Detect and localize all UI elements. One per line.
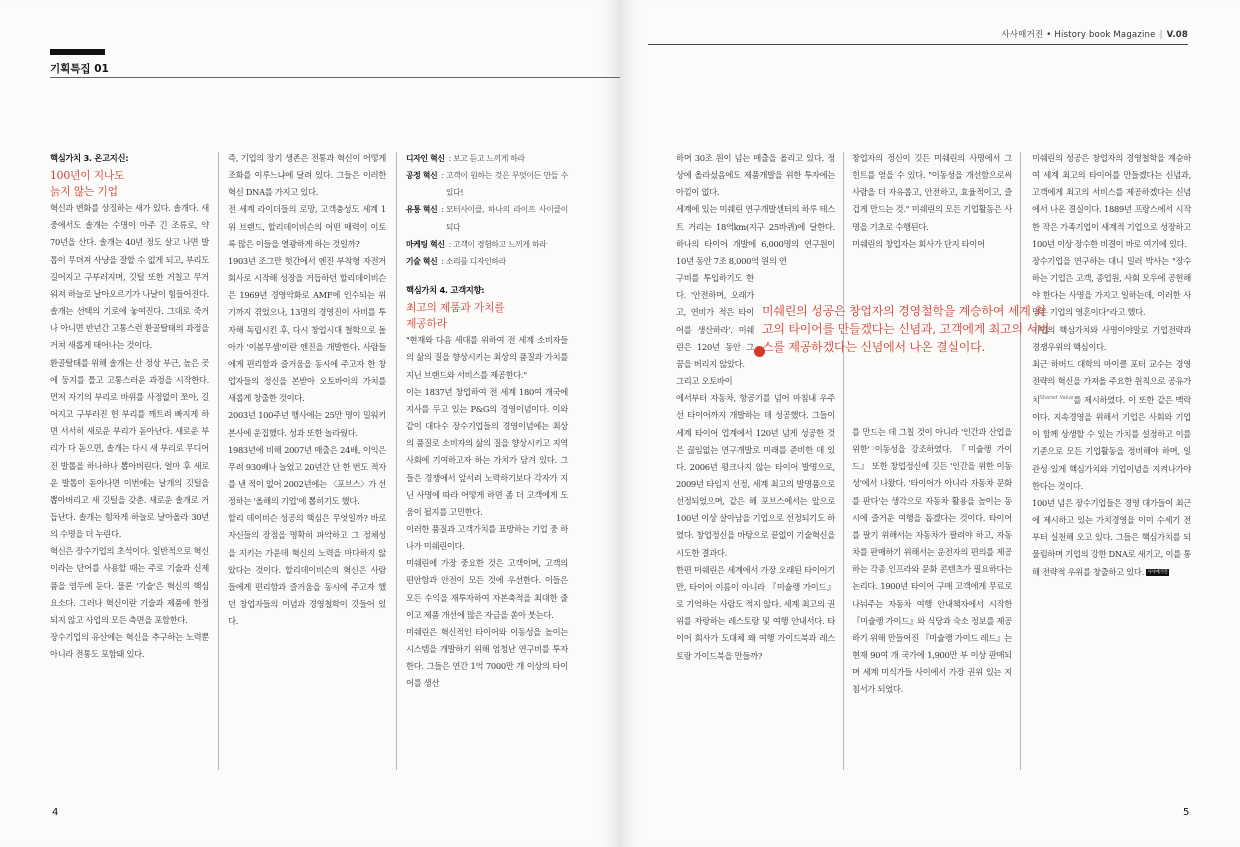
column-rule — [218, 152, 219, 770]
volume-number: V.08 — [1166, 30, 1188, 40]
innovation-list — [406, 150, 568, 270]
left-column-1 — [50, 150, 209, 663]
core-value-4-heading: 핵심가치 4. 고객지향: — [406, 285, 485, 296]
innovation-item: 공정 혁신 : 고객이 원하는 것은 무엇이든 만들 수 있다! — [406, 167, 568, 201]
innovation-item: 유통 혁신 : 모터사이클, 하나의 라이프 사이클이 되다 — [406, 201, 568, 235]
core-value-4-title: 최고의 제품과 가치를 제공하라 — [406, 301, 505, 330]
section-rule — [50, 77, 620, 78]
left-column-1-body: 혁신과 변화를 상징하는 새가 있다. 솔개다. 새 중에서도 솔개는 수명이 아주 긴 조류로, 약 70년을 산다. 솔개는 40년 정도 살고 나면 발톱이 무뎌져 사냥을 잘할 수 없게 되고, 부리도 길어지고 구부러지며, 깃털 또한 거칠고 무거워져 하늘로 날아오르기가 나날이 힘들어진다. 솔개는 선택의 기로에 놓여진다. 그대로 죽거나 아니면 반년간 고통스런 환골탈태의 과정을 거쳐 새롭게 태어나는 것이다. 환골탈태를 위해 솔개는 산 정상 부근, 높은 곳에 둥지를 틀고 고통스러운 과정을 시작한다. 먼저 자기의 부리로 바위를 사정없이 쪼아, 길어지고 구부러진 헌 부리를 깨트려 빠지게 하면 서서히 새로운 부리가 돋아난다. 새로운 부리가 다 돋으면, 솔개는 다시 새 부리로 무디어진 발톱을 하나하나 뽑아버린다. 얼마 후 새로운 발톱이 돋아나면 이번에는 날개의 깃털을 뽑아버리고 새 깃털을 갖춘. 새로운 솔개로 거듭난다. 솔개는 힘차게 하늘로 날아올라 30년의 수명을 더 누린다. 혁신은 장수기업의 초석이다. 일반적으로 혁신이라는 단어를 사용할 때는 주로 기술과 신제품을 염두에 둔다. 물론 '기술'은 혁신의 핵심요소다. 그러나 혁신이란 기술과 제품에 한정되지 않고 사업의 모든 측면을 포함한다. 장수기업의 유산에는 혁신을 추구하는 노력뿐 아니라 전통도 포함돼 있다. — [50, 203, 209, 660]
innovation-title: 기술 혁신 — [406, 256, 438, 266]
left-column-2 — [228, 150, 386, 630]
left-column-3-body: "현재와 다음 세대를 위하여 전 세계 소비자들의 삶의 질을 향상시키는 최상의 품질과 가치를 지닌 브랜드와 서비스를 제공한다." 이는 1837년 창업하여 전 세계 180여 개국에 지사를 두고 있는 P&G의 경영이념이다. 이와 같이 대다수 장수기업들의 경영이념에는 최상의 품질로 소비자의 삶의 질을 향상시키고 지역사회에 기여하고자 하는 가치가 담겨 있다. 그들은 경쟁에서 앞서려 노력하기보다 각자가 지닌 사명에 따라 어떻게 하면 좀 더 고객에게 도움이 될지를 고민한다. 이러한 품질과 고객가치를 표방하는 기업 중 하나가 미쉐린이다. 미쉐린에 가장 중요한 것은 고객이며, 고객의 편안함과 안전이 모든 것에 우선한다. 이들은 모든 수익을 재투자하여 자본축적을 최대한 줄이고 제품 개선에 많은 자금을 쏟아 붓는다. 미쉐린은 혁신적인 타이어와 이동성을 높이는 시스템을 개발하기 위해 엄청난 연구비를 투자한다. 그들은 연간 1억 7000만 개 이상의 타이어를 생산 — [406, 335, 568, 689]
column-rule — [396, 152, 397, 770]
right-column-2-body-top: 창업자의 정신이 깃든 미쉐린의 사명에서 그 힌트를 얻을 수 있다. "이동성을 개선함으로써 사람을 더 자유롭고, 안전하고, 효율적이고, 즐겁게 만드는 것." 미쉐린의 모든 기업활동은 사명을 기초로 수행된다. 미쉐린의 창업자는 회사가 단지 타이어 — [852, 153, 1012, 249]
right-column-3 — [1032, 150, 1191, 581]
innovation-title: 공정 혁신 — [406, 171, 438, 181]
innovation-text: 고객이 원하는 것은 무엇이든 만들 수 있다! — [445, 171, 568, 198]
right-page — [620, 0, 1240, 847]
right-column-1-body-top: 하며 30조 원이 넘는 매출을 올리고 있다. 정상에 올라섰음에도 제품개발을 위한 투자에는 아낌이 없다. 세계에 있는 미쉐린 연구개발센터의 하루 테스트 거리는 18억km(지구 25바퀴)에 달한다. 하나의 타이어 개발에 6,000명의 연구원이 10년 동안 7조 8,000억 원의 연 — [676, 153, 835, 266]
column-rule — [843, 152, 844, 770]
right-column-1 — [676, 150, 835, 665]
innovation-title: 디자인 혁신 — [406, 154, 445, 163]
right-column-2 — [852, 150, 1012, 698]
innovation-item: 마케팅 혁신 : 고객이 경험하고 느끼게 하라 — [406, 236, 568, 253]
innovation-text: 고객이 경험하고 느끼게 하라 — [453, 239, 547, 249]
right-column-1-body-narrow: 구비를 투입하기도 한다. '안전하며, 오래가고, 연비가 적은 타이어를 생산하라'. 미쉐린은 120년 동안 그 꿈을 버리지 않았다. 그리고 오토바이 — [676, 273, 754, 387]
innovation-title: 마케팅 혁신 — [406, 239, 445, 249]
section-bar — [50, 49, 105, 55]
section-label: 기획특집 01 — [50, 63, 109, 75]
innovation-item: 디자인 혁신 : 보고 듣고 느끼게 하라 — [406, 150, 568, 167]
innovation-text: 보고 듣고 느끼게 하라 — [453, 154, 525, 163]
end-mark-logo: 사사매거진 — [1147, 569, 1168, 575]
innovation-item: 기술 혁신 : 소리를 디자인하라 — [406, 253, 568, 270]
right-column-1-body-bottom: 에서부터 자동차, 항공기를 넘어 마침내 우주선 타이어까지 개발하는 데 성공했다. 그들이 세계 타이어 업계에서 120년 넘게 성공한 것은 끊임없는 연구개발로 미래를 준비한 데 있다. 2006년 평크나지 않는 타이어 발명으로, 2009년 타임지 선정, 세계 최고의 발명품으로 선정되었으며, 같은 해 포브스에서는 앞으로 100년 이상 살아남을 기업으로 선정되기도 하였다. 창업정신을 바탕으로 끝없이 기술혁신을 시도한 결과다. 한편 미쉐린은 세계에서 가장 오래된 타이어기만, 타이어 이름이 아니라 『미슐랭 가이드』로 기억하는 사람도 적지 않다. 세계 최고의 권위를 자랑하는 레스토랑 및 여행 안내서다. 타이어 회사가 도대체 왜 여행 가이드북과 레스토랑 가이드북을 만들까? — [676, 393, 835, 661]
right-column-2-body-bottom: 를 만드는 데 그칠 것이 아니라 '인간과 산업을 위한' 이동성을 강조하였다. 『미슐랭 가이드』 또한 창업정신에 깃든 '인간을 위한 이동성'에서 나왔다. '타이어가 아니라 자동차 문화를 판다'는 생각으로 자동차 활용을 높이는 동시에 즐거운 여행을 돕겠다는 것이다. 타이어를 팔기 위해서는 자동차가 팔려야 하고, 자동차를 판매하기 위해서는 운전자의 편의를 제공하는 각종 인프라와 문화 콘텐츠가 필요하다는 논리다. 1900년 타이어 구매 고객에게 무료로 나눠주는 자동차 여행 안내책자에서 시작한 『미슐랭 가이드』와 식당과 숙소 정보를 제공하기 위해 만들어진 『미슐랭 가이드 레드』는 현재 90여 개 국가에 1,900만 부 이상 판매되며 세계 미식가들 사이에서 가장 권위 있는 지침서가 되었다. — [852, 426, 1012, 695]
page-number-left: 4 — [52, 807, 59, 818]
right-column-3-body-a: 미쉐린의 성공은 창업자의 경영철학을 계승하여 세계 최고의 타이어를 만들겠다는 신념과, 고객에게 최고의 서비스를 제공하겠다는 신념에서 나온 결실이다. 1889년 프랑스에서 시작한 작은 가족기업이 세계적 기업으로 성장하고 100년 이상 장수한 비결이 바로 여기에 있다. 장수기업을 연구하는 대니 밀러 박사는 "장수하는 기업은 고객, 종업원, 사회 모두에 공헌해야 한다는 사명을 가지고 일하는데, 이러한 사명은 기업의 영혼이다"라고 했다. 기업의 핵심가치와 사명이야말로 기업전략과 경쟁우위의 핵심이다. 최근 하버드 대학의 마이클 포터 교수는 경영전략의 혁신을 가져올 주요한 원칙으로 공유가치 — [1032, 153, 1191, 405]
magazine-header: 사사매거진 • History book Magazine | V.08 — [1001, 30, 1188, 40]
pull-quote: 미쉐린의 성공은 창업자의 경영철학을 계승하여 세계 최고의 타이어를 만들겠다는 신념과, 고객에게 최고의 서비스를 제공하겠다는 신념에서 나온 결실이다. — [762, 304, 1050, 355]
innovation-text: 소리를 디자인하라 — [445, 256, 506, 266]
right-column-3-body-b: 를 제시하였다. 이 또한 같은 맥락이다. 지속경영을 위해서 기업은 사회와 기업이 함께 상생할 수 있는 가치를 설정하고 이를 기준으로 모든 기업활동을 정비해야 하며, 일관성 있게 핵심가치와 기업이념을 지켜나가야 한다는 것이다. 100년 넘은 장수기업들은 경영 대가들이 최근에 제시하고 있는 가치경영을 이미 수세기 전부터 실천해 오고 있다. 그들은 핵심가치를 되물림하며 기업의 강한 DNA로 새기고, 이를 통해 전략적 우위를 창출하고 있다. — [1032, 394, 1191, 577]
header-rule — [648, 44, 1188, 45]
left-column-3 — [406, 150, 568, 693]
core-value-3-heading: 핵심가치 3. 온고지신: — [50, 153, 129, 163]
shared-value-note: Shared Value — [1039, 395, 1074, 402]
innovation-text: 모터사이클, 하나의 라이프 사이클이 되다 — [445, 205, 568, 232]
innovation-title: 유통 혁신 — [406, 205, 438, 215]
magazine-name: 사사매거진 • History book Magazine — [1001, 30, 1156, 40]
left-column-2-body: 즉, 기업의 장기 생존은 전통과 혁신이 어떻게 조화를 이루느냐에 달려 있다. 그들은 이러한 혁신 DNA를 가지고 있다. 전 세계 라이더들의 로망, 고객충성도 세계 1위 브랜드, 할리데이비슨의 어떤 매력이 이토록 많은 이들을 열광하게 하는 것일까? 1903년 조그만 헛간에서 엔진 부착형 자전거 회사로 시작해 성장을 거듭하던 할리데이비슨은 1969년 경영악화로 AMF에 인수되는 위기까지 겪었으나, 13명의 경영진이 사비를 투자해 독립시킨 후, 다시 창업시대 철학으로 돌아가 '이봄무셈'이란 엔진을 개발한다. 사람들에게 편리함과 즐거움을 동시에 주고자 한 창업자들의 정신을 본받아 오토바이의 가치를 새롭게 창출한 것이다. 2003년 100주년 행사에는 25만 명이 밀워키 본사에 운집했다. 성과 또한 놀라웠다. 1983년에 비해 2007년 매출은 24배, 이익은 무려 930배나 늘었고 20년간 단 한 번도 적자를 낸 적이 없어 2002년에는 〈포브스〉가 선정하는 '올해의 기업'에 뽑히기도 했다. 할리 데이비슨 성공의 핵심은 무엇일까? 바로 자신들의 장점을 명확히 파악하고 그 정체성을 지키는 가운데 혁신의 노력을 마다하지 않았다는 것이다. 할리데이비슨의 혁신은 사람들에게 편리함과 즐거움을 동시에 주고자 했던 창업자들의 이념과 경영철학이 깃들어 있다. — [228, 153, 386, 627]
page-number-right: 5 — [1183, 807, 1190, 818]
core-value-3-title: 100년이 지나도 늙지 않는 기업 — [50, 169, 125, 198]
column-rule — [1020, 152, 1021, 770]
